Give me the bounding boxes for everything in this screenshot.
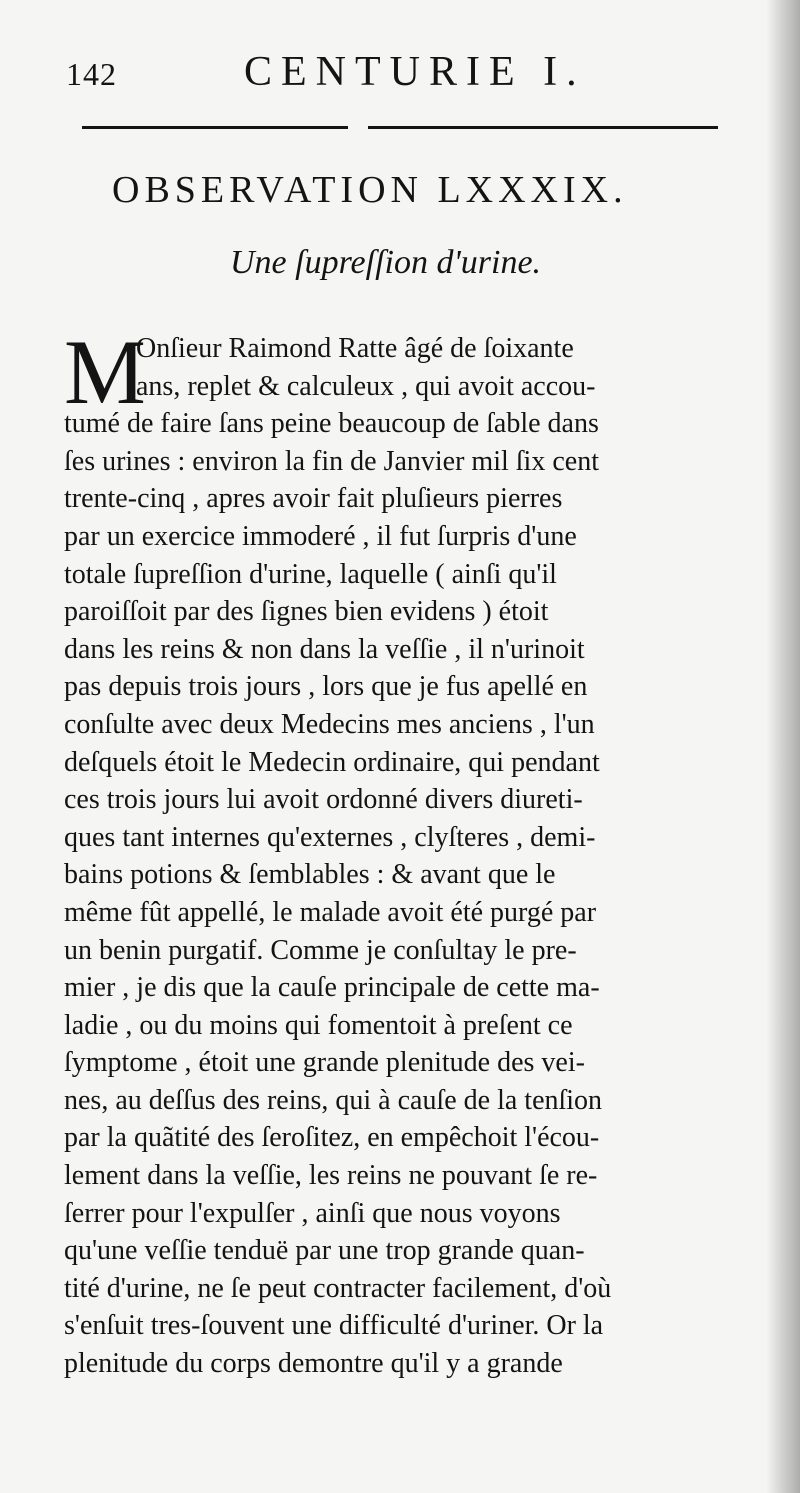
text-line: ladie , ou du moins qui fomentoit à preſent ce: [64, 1009, 573, 1041]
text-line: même fût appellé, le malade avoit été purgé par: [64, 896, 597, 928]
page-header: [66, 48, 726, 108]
text-line: qu'une veſſie tenduë par une trop grande quan-: [64, 1235, 585, 1267]
text-line: un benin purgatif. Comme je conſultay le pre-: [64, 934, 577, 966]
text-line: ſerrer pour l'expulſer , ainſi que nous voyons: [64, 1197, 561, 1229]
text-line: trente-cinq , apres avoir fait pluſieurs pierres: [64, 483, 563, 515]
observation-subtitle: Une ſupreſſion d'urine.: [230, 244, 542, 281]
observation-body: [64, 321, 764, 1383]
header-rule-right: [368, 126, 718, 129]
drop-cap: M: [64, 321, 146, 423]
text-line: mier , je dis que la cauſe principale de cette ma-: [64, 972, 600, 1004]
text-line: ques tant internes qu'externes , clyſteres , demi-: [64, 821, 596, 853]
text-line: ſes urines : environ la fin de Janvier mil ſix cent: [64, 445, 599, 477]
text-line: par la quãtité des ſeroſitez, en empêchoit l'écou-: [64, 1122, 600, 1154]
text-line: tité d'urine, ne ſe peut contracter facilement, d'où: [64, 1272, 612, 1304]
text-line: lement dans la veſſie, les reins ne pouvant ſe re-: [64, 1160, 598, 1192]
header-rule-left: [82, 126, 348, 129]
page-gutter-shadow: [766, 0, 800, 1493]
text-line: bains potions & ſemblables : & avant que le: [64, 859, 556, 891]
text-line: dans les reins & non dans la veſſie , il n'urinoit: [64, 633, 585, 665]
text-line: conſulte avec deux Medecins mes anciens , l'un: [64, 708, 595, 740]
text-line: tumé de faire ſans peine beaucoup de ſable dans: [64, 408, 599, 440]
text-line: ſymptome , étoit une grande plenitude des vei-: [64, 1047, 585, 1079]
text-line: ces trois jours lui avoit ordonné divers diureti-: [64, 784, 583, 816]
text-line: ans, replet & calculeux , qui avoit accou-: [136, 370, 596, 402]
observation-heading: OBSERVATION LXXXIX.: [112, 169, 628, 211]
text-line: Onſieur Raimond Ratte âgé de ſoixante: [136, 333, 574, 364]
text-line: nes, au deſſus des reins, qui à cauſe de la tenſion: [64, 1084, 603, 1116]
text-line: deſquels étoit le Medecin ordinaire, qui pendant: [64, 746, 600, 778]
text-line: s'enſuit tres-ſouvent une difficulté d'uriner. Or la: [64, 1310, 604, 1342]
page-number: 142: [66, 56, 117, 92]
text-line: totale ſupreſſion d'urine, laquelle ( ainſi qu'il: [64, 558, 557, 590]
text-line: paroiſſoit par des ſignes bien evidens ) étoit: [64, 596, 549, 628]
text-line: pas depuis trois jours , lors que je fus apellé en: [64, 671, 588, 703]
text-line: par un exercice immoderé , il fut ſurpris d'une: [64, 520, 577, 552]
running-title: CENTURIE I.: [244, 49, 586, 95]
text-line: plenitude du corps demontre qu'il y a grande: [64, 1348, 563, 1380]
